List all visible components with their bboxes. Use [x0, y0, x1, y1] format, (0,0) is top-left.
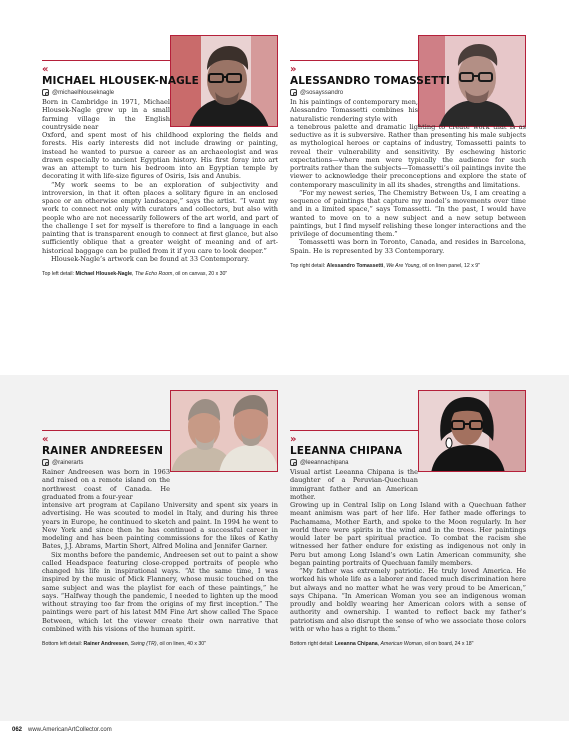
instagram-handle[interactable] [42, 89, 278, 96]
caption-artist: Michael Hlousek-Nagle [75, 271, 132, 277]
intro-paragraph: Born in Cambridge in 1971, Michael Hlousek-Nagle grew up in a small farming village in the English countryside near [42, 98, 170, 131]
body-paragraph: a tenebrous palette and dramatic lighting to create work that is as seductive as it is subversive. Rather than presenting his male subjects as mythological heroes or captains of industry, Tomassetti paints to reveal their vulnerability and sensitivity. By eschewing historic expectations—where men were typically the audience for such portraits rather than the subjects—Tomassetti’s oil paintings invite the viewer to acknowledge their preconceptions and explore the state of contemporary masculinity in all its shades, strengths and limitations. [290, 122, 526, 189]
body-paragraph: Hlousek-Nagle’s artwork can be found at 33 Contemporary. [51, 254, 250, 263]
image-caption: Top left detail: Michael Hlousek-Nagle, The Echo Room, oil on canvas, 20 x 30" [42, 271, 228, 277]
instagram-handle[interactable] [42, 459, 278, 466]
body-paragraph: “My father was extremely patriotic. He truly loved America. He worked his whole life as a laborer and faced much discrimination here but always and no matter what he was very proud to be American,” says Chipana. “In American Woman you see an indigenous woman proudly and boldly wearing her American colors with a sense of authority and ownership. I wanted to reflect back my father’s patriotism and also disrupt the sense of who we associate those colors with or who has a right to them.” [290, 567, 526, 633]
body-paragraph: intensive art program at Capilano University and spent six years in advertising. He was scouted to model in Italy, and during his three years in Europe, he continued to sketch and paint. In 1994 he went to New York and since then he has continued a successful career in modeling and has been painting commissions for the likes of Kathy Bates, J.J. Abrams, Martin Short, Alfred Molina and Jennifer Garner. [42, 501, 278, 551]
body-paragraph: “For my newest series, The Chemistry Between Us, I am creating a sequence of paintings that capture my model’s movements over time and in a limited space,” says Tomassetti. “In the past, I would have wanted to move on to a new subject and a new setup between paintings, but I find myself relishing these longer interactions and the privilege of documenting them.” [290, 188, 526, 238]
intro-paragraph: Rainer Andreesen was born in 1963 and raised on a remote island on the northwest coast of Canada. He graduated from a four-year [42, 468, 170, 501]
body-paragraph: Six months before the pandemic, Andreesen set out to paint a show called Headspace featuring close-cropped portraits of people who changed his life in inspirational ways. “At the same time, I was inspired by the music of Mick Flannery, whose music touched on the same subject and was the playlist for each of these paintings,” he says. “Halfway though the pandemic, I needed to lighten up the mood without straying too far from the origins of my first inception.” The paintings were part of his latest MM Fine Art show called The Space Between, which let the viewer create their own narrative that combined with his visions of the human spirit. [42, 550, 278, 633]
instagram-handle[interactable] [290, 459, 526, 466]
quote-mark: « [42, 64, 49, 75]
quote-mark: » [290, 434, 297, 445]
image-caption: Bottom left detail: Rainer Andreesen, Swing (TR), oil on linen, 40 x 30" [42, 641, 207, 647]
handle-text: @leeannachipana [300, 459, 349, 466]
instagram-handle[interactable] [290, 89, 526, 96]
caption-title: The Echo Room [134, 271, 173, 277]
rule-chipana [290, 430, 418, 431]
intro-paragraph: In his paintings of contemporary men, Alessandro Tomassetti combines his naturalistic rendering style with [290, 98, 418, 123]
image-caption: Bottom right detail: Leeanna Chipana, American Woman, oil on board, 24 x 18" [290, 641, 474, 647]
caption-artist: Rainer Andreesen [83, 641, 128, 647]
body-paragraph: Growing up in Central Islip on Long Island with a Quechuan father meant animism was part of her life. Her father made offerings to Pachamama, Mother Earth, and spoke to the Moon regularly. In her world there were spirits in the wind and in the trees. Her paintings would later be part spiritual practice. To combat the racism she witnessed her father endure for existing as indigenous not only in Peru but among Long Island’s own Latin American community, she began painting portraits of Quechuan family members. [290, 501, 526, 567]
article-body [290, 98, 526, 255]
body-paragraph: “My work seems to be an exploration of subjectivity and introversion, in that it often places a solitary figure in an enclosed space or an otherwise empty landscape,” says the artist. “I want my work to connect not only with curators and collectors, but also with people who are not necessarily followers of the art world, and part of the challenge I set for myself is therefore to find a language in each painting that is transparent enough to connect at first glance, but also sufficiently oblique that a greater weight of meaning and of art-historical baggage can be pulled from it if you care to look deeper.” [42, 180, 278, 255]
page-number: 062 [12, 727, 23, 733]
rule-andreesen [42, 430, 170, 431]
artist-name: RAINER ANDREESEN [42, 445, 164, 457]
article-body [290, 468, 526, 633]
caption-title: American Woman [380, 641, 422, 647]
handle-text: @sosayssandro [300, 89, 344, 96]
instagram-icon [42, 89, 49, 96]
article-chipana [290, 436, 526, 647]
rule-hlousek-nagle [42, 60, 170, 61]
instagram-icon [42, 459, 49, 466]
article-tomassetti [290, 66, 526, 269]
article-hlousek-nagle [42, 66, 278, 277]
page-footer [12, 727, 112, 733]
body-paragraph: Tomassetti was born in Toronto, Canada, and resides in Barcelona, Spain. He is represented by 33 Contemporary. [290, 238, 526, 255]
handle-text: @rainerarts [52, 459, 84, 466]
rule-tomassetti [290, 60, 418, 61]
body-paragraph: Oxford, and spent most of his childhood exploring the fields and forests. His early interests did not include drawing or painting, instead he wanted to pursue a career as an archaeologist and was drawn especially to ancient Egyptian history. His first foray into art was an attempt to turn his bedroom into an Egyptian temple by decorating it with life-size figures of Osiris, Isis and Anubis. [42, 131, 278, 181]
instagram-icon [290, 459, 297, 466]
article-body [42, 468, 278, 633]
intro-paragraph: Visual artist Leeanna Chipana is the daughter of a Peruvian-Quechuan immigrant father and an American mother. [290, 468, 418, 501]
caption-artist: Alessandro Tomassetti [326, 262, 384, 269]
caption-artist: Leeanna Chipana [334, 641, 378, 647]
quote-mark: « [42, 434, 49, 445]
handle-text: @michaelhlouseknagle [52, 89, 115, 96]
artist-name: ALESSANDRO TOMASSETTI [290, 75, 450, 87]
site-url[interactable]: www.AmericanArtCollector.com [28, 727, 112, 733]
article-andreesen [42, 436, 278, 647]
artist-name: MICHAEL HLOUSEK-NAGLE [42, 75, 199, 87]
instagram-icon [290, 89, 297, 96]
quote-mark: » [290, 64, 297, 75]
caption-title: Swing (TR) [130, 641, 157, 647]
article-body [42, 98, 278, 263]
caption-title: We Are Young [386, 262, 420, 269]
image-caption: Top right detail: Alessandro Tomassetti, We Are Young, oil on linen panel, 12 x 9" [290, 262, 480, 269]
artist-name: LEEANNA CHIPANA [290, 445, 403, 457]
